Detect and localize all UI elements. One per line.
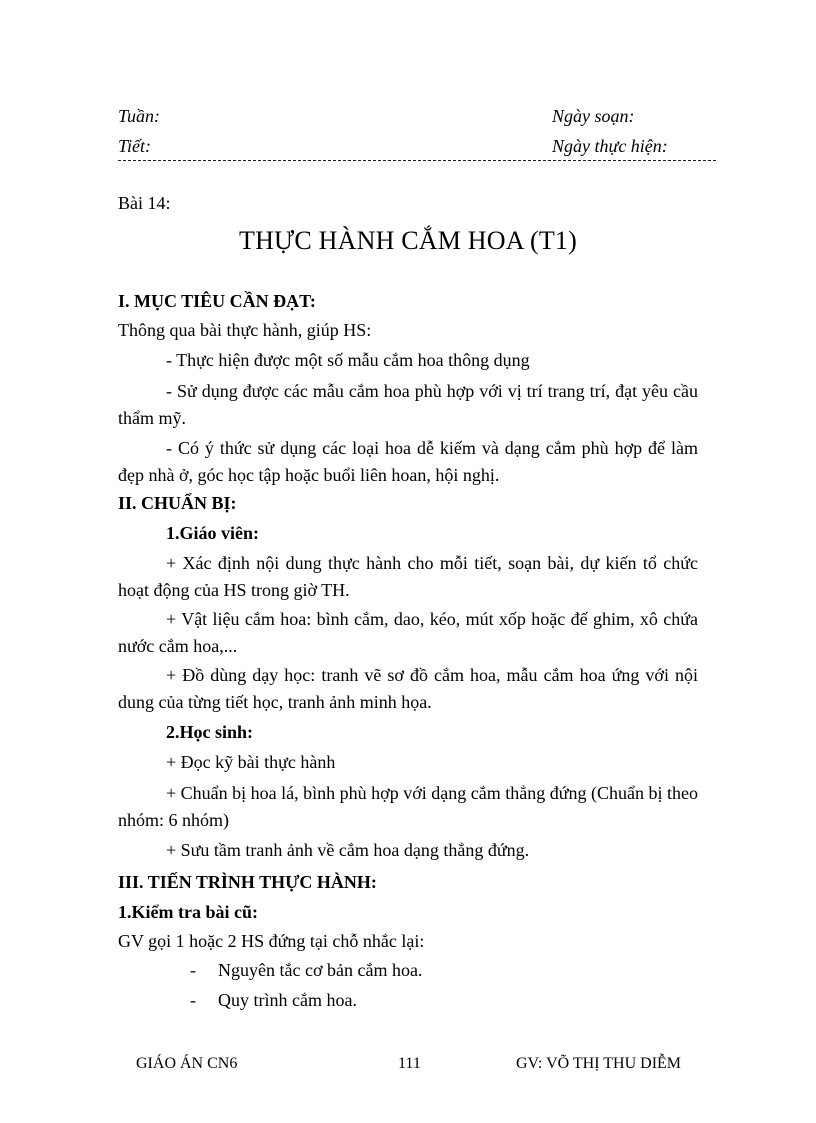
week-label: Tuần: <box>118 106 161 126</box>
lesson-title: THỰC HÀNH CẮM HOA (T1) <box>238 226 577 255</box>
student-item-2: + Chuẩn bị hoa lá, bình phù hợp với dạng cắm thẳng đứng (Chuẩn bị theo nhóm: 6 nhóm) <box>118 783 698 830</box>
teacher-item-3: + Đồ dùng dạy học: tranh vẽ sơ đồ cắm hoa, mẫu cắm hoa ứng với nội dung của từng tiết học, tranh ảnh minh họa. <box>118 665 698 712</box>
dash-bullet: - <box>190 990 196 1010</box>
review-item-2: Quy trình cắm hoa. <box>218 990 357 1010</box>
lesson-number: Bài 14: <box>118 193 171 213</box>
section-2-heading: II. CHUẨN BỊ: <box>118 493 237 513</box>
teaching-date-label: Ngày thực hiện: <box>552 136 668 156</box>
review-item-1: Nguyên tắc cơ bản cắm hoa. <box>218 960 423 980</box>
header-divider <box>118 160 716 161</box>
student-item-3: + Sưu tầm tranh ảnh về cắm hoa dạng thẳng đứng. <box>166 840 530 860</box>
section-3-intro: GV gọi 1 hoặc 2 HS đứng tại chỗ nhắc lại: <box>118 931 425 951</box>
teacher-subheading: 1.Giáo viên: <box>166 523 259 543</box>
section-3-heading: III. TIẾN TRÌNH THỰC HÀNH: <box>118 872 377 892</box>
list-item <box>190 960 422 981</box>
prep-date-label: Ngày soạn: <box>552 106 635 126</box>
footer-left: GIÁO ÁN CN6 <box>136 1055 238 1072</box>
list-item <box>190 990 357 1011</box>
objective-2: - Sử dụng được các mẫu cắm hoa phù hợp với vị trí trang trí, đạt yêu cầu thẩm mỹ. <box>118 381 698 428</box>
student-subheading: 2.Học sinh: <box>166 722 254 742</box>
section-1-intro: Thông qua bài thực hành, giúp HS: <box>118 320 372 340</box>
teacher-item-1: + Xác định nội dung thực hành cho mỗi tiết, soạn bài, dự kiến tổ chức hoạt động của HS trong giờ TH. <box>118 553 698 600</box>
section-3-subheading: 1.Kiểm tra bài cũ: <box>118 902 258 922</box>
dash-bullet: - <box>190 960 196 980</box>
footer-right: GV: VÕ THỊ THU DIỄM <box>516 1055 682 1072</box>
section-1-heading: I. MỤC TIÊU CẦN ĐẠT: <box>118 291 316 311</box>
objective-1: - Thực hiện được một số mẫu cắm hoa thông dụng <box>166 350 530 370</box>
student-item-1: + Đọc kỹ bài thực hành <box>166 752 336 772</box>
objective-3: - Có ý thức sử dụng các loại hoa dễ kiếm và dạng cắm phù hợp để làm đẹp nhà ở, góc học tập hoặc buổi liên hoan, hội nghị. <box>118 438 698 485</box>
period-label: Tiết: <box>118 136 152 156</box>
teacher-item-2: + Vật liệu cắm hoa: bình cắm, dao, kéo, mút xốp hoặc đế ghim, xô chứa nước cắm hoa,... <box>118 609 698 656</box>
page-number: 111 <box>398 1055 421 1072</box>
